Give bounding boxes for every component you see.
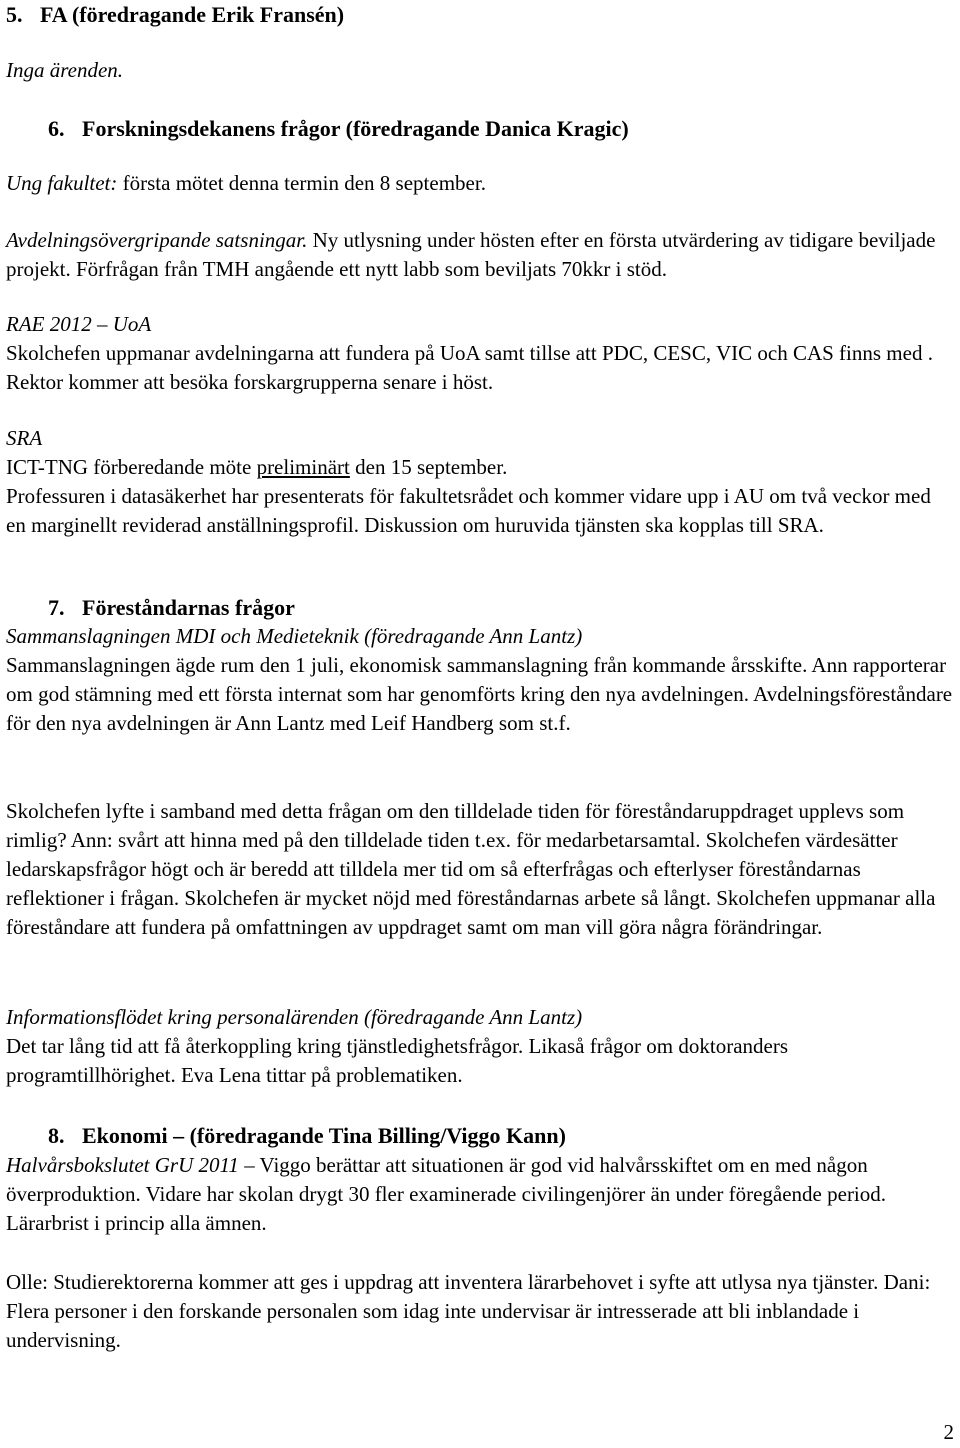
paragraph-text: Skolchefen uppmanar avdelningarna att fundera på UoA samt tillse att PDC, CESC, VIC och CAS finns med . Rektor kommer att besöka forskargrupperna senare i höst. [6, 341, 933, 394]
satsningar-paragraph [6, 226, 954, 284]
paragraph-label: Halvårsbokslutet GrU 2011 [6, 1153, 239, 1177]
paragraph-label: SRA [6, 426, 43, 450]
section-5-heading [6, 0, 954, 29]
section-number: 6. [48, 116, 65, 141]
section-number: 5. [6, 2, 23, 27]
section-title: Forskningsdekanens frågor (föredragande Danica Kragic) [82, 116, 629, 141]
informationsflode-paragraph [6, 1003, 954, 1090]
paragraph-text: – Viggo berättar att situationen är god vid halvårsskiftet om en med någon överproduktion. Vidare har skolan drygt 30 fler examinerade civilingenjörer än under föregående period. Lärarbrist i princip alla ämnen. [6, 1153, 887, 1235]
halvarsbokslut-paragraph [6, 1151, 954, 1238]
section-title: FA (föredragande Erik Fransén) [40, 2, 345, 27]
paragraph-label: RAE 2012 – UoA [6, 312, 152, 336]
page-number: 2 [943, 1420, 954, 1444]
section-7-heading [6, 593, 954, 622]
paragraph-text: Sammanslagningen ägde rum den 1 juli, ekonomisk sammanslagning från kommande årsskifte. Ann rapporterar om god stämning med ett första internat som har genomförts kring den nya avdelningen. Avdelningsföreståndare för den nya avdelningen är Ann Lantz med Leif Handberg som st.f. [6, 653, 953, 735]
paragraph-text: Professuren i datasäkerhet har presenterats för fakultetsrådet och kommer vidare upp i AU om två veckor med en marginellt reviderad anställningsprofil. Diskussion om huruvida tjänsten ska kopplas till SRA. [6, 484, 931, 537]
section-number: 8. [48, 1123, 65, 1148]
paragraph-label: Avdelningsövergripande satsningar. [6, 228, 308, 252]
section-5-body: Inga ärenden. [6, 58, 124, 82]
paragraph-text: Ny utlysning under hösten efter en första utvärdering av tidigare beviljade projekt. Förfrågan från TMH angående ett nytt labb som beviljats 70kkr i stöd. [6, 228, 936, 281]
rae-paragraph [6, 310, 954, 397]
paragraph-label: Informationsflödet kring personalärenden (föredragande Ann Lantz) [6, 1005, 583, 1029]
paragraph-text: första mötet denna termin den 8 september. [117, 171, 486, 195]
section-6-heading [6, 114, 954, 143]
paragraph-text: Det tar lång tid att få återkoppling kring tjänstledighetsfrågor. Likaså frågor om doktoranders programtillhörighet. Eva Lena tittar på problematiken. [6, 1034, 789, 1087]
section-number: 7. [48, 595, 65, 620]
paragraph-label: Ung fakultet: [6, 171, 118, 195]
skolchefen-paragraph: Skolchefen lyfte i samband med detta frågan om den tilldelade tiden för föreståndaruppdraget upplevs som rimlig? Ann: svårt att hinna med på den tilldelade tiden t.ex. för medarbetarsamtal. Skolchefen värdesätter ledarskapsfrågor högt och är beredd att tilldela mer tid om så efterfrågas och efterlyser föreståndarnas reflektioner i frågan. Skolchefen är mycket nöjd med föreståndarnas arbete så långt. Skolchefen uppmanar alla föreståndare att fundera på omfattningen av uppdraget samt om man vill göra några förändringar. [6, 799, 936, 939]
ung-fakultet-paragraph [6, 169, 954, 198]
ict-tng-line: ICT-TNG förberedande möte preliminärt den 15 september. [6, 455, 508, 479]
paragraph-label: Sammanslagningen MDI och Medieteknik (föredragande Ann Lantz) [6, 624, 583, 648]
olle-paragraph: Olle: Studierektorerna kommer att ges i uppdrag att inventera lärarbehovet i syfte att utlysa nya tjänster. Dani: Flera personer i den forskande personalen som idag inte undervisar är intresserade att bli inblandade i undervisning. [6, 1270, 931, 1352]
sammanslagning-paragraph [6, 622, 954, 738]
section-8-heading [6, 1121, 954, 1150]
underlined-word: preliminärt [256, 455, 350, 479]
sra-paragraph [6, 424, 954, 540]
section-title: Föreståndarnas frågor [82, 595, 295, 620]
section-title: Ekonomi – (föredragande Tina Billing/Viggo Kann) [82, 1123, 566, 1148]
